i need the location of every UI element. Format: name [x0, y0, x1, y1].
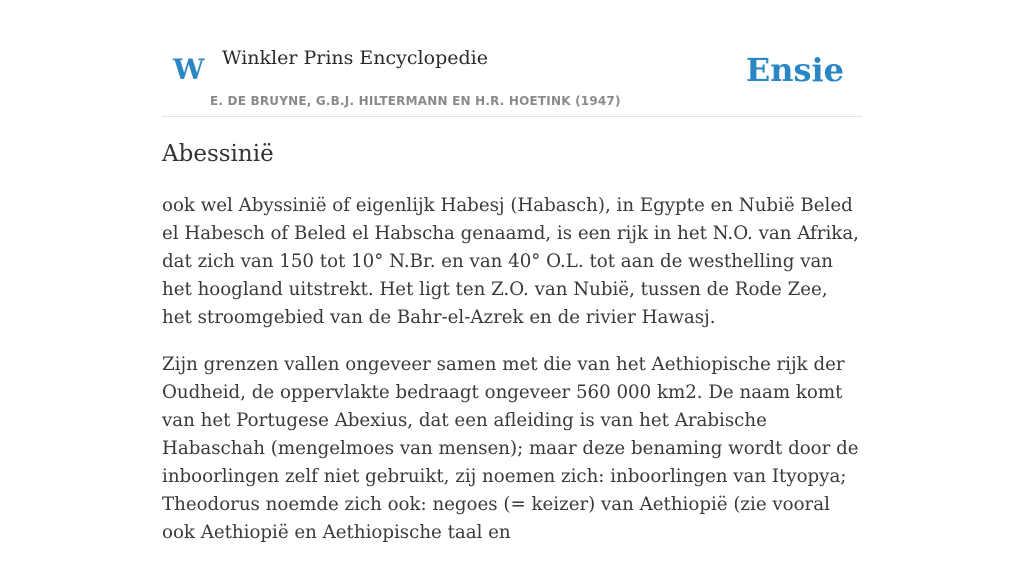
site-header: [162, 0, 862, 117]
article-paragraph: Zijn grenzen vallen ongeveer samen met die van het Aethiopische rijk der Oudheid, de oppervlakte bedraagt ongeveer 560 000 km2. De naam komt van het Portugese Abexius, dat een afleiding is van het Arabische Habaschah (mengelmoes van mensen); maar deze benaming wordt door de inboorlingen zelf niet gebruikt, zij noemen zich: inboorlingen van Ityopya; Theodorus noemde zich ook: negoes (= keizer) van Aethiopië (zie vooral ook Aethiopië en Aethiopische taal en: [162, 354, 859, 543]
article-title: Abessinië: [162, 141, 274, 167]
article-body: [162, 192, 862, 566]
publication-title[interactable]: Winkler Prins Encyclopedie: [222, 47, 488, 69]
ensie-logo[interactable]: Ensie: [745, 51, 844, 89]
article-paragraph: ook wel Abyssinië of eigenlijk Habesj (Habasch), in Egypte en Nubië Beled el Habesch of Beled el Habscha genaamd, is een rijk in het N.O. van Afrika, dat zich van 150 tot 10° N.Br. en van 40° O.L. tot aan de westhelling van het hoogland uitstrekt. Het ligt ten Z.O. van Nubië, tussen de Rode Zee, het stroomgebied van de Bahr-el-Azrek en de rivier Hawasj.: [162, 195, 859, 328]
publication-authors: E. DE BRUYNE, G.B.J. HILTERMANN EN H.R. HOETINK (1947): [210, 94, 621, 108]
publication-logo[interactable]: W: [173, 53, 205, 86]
